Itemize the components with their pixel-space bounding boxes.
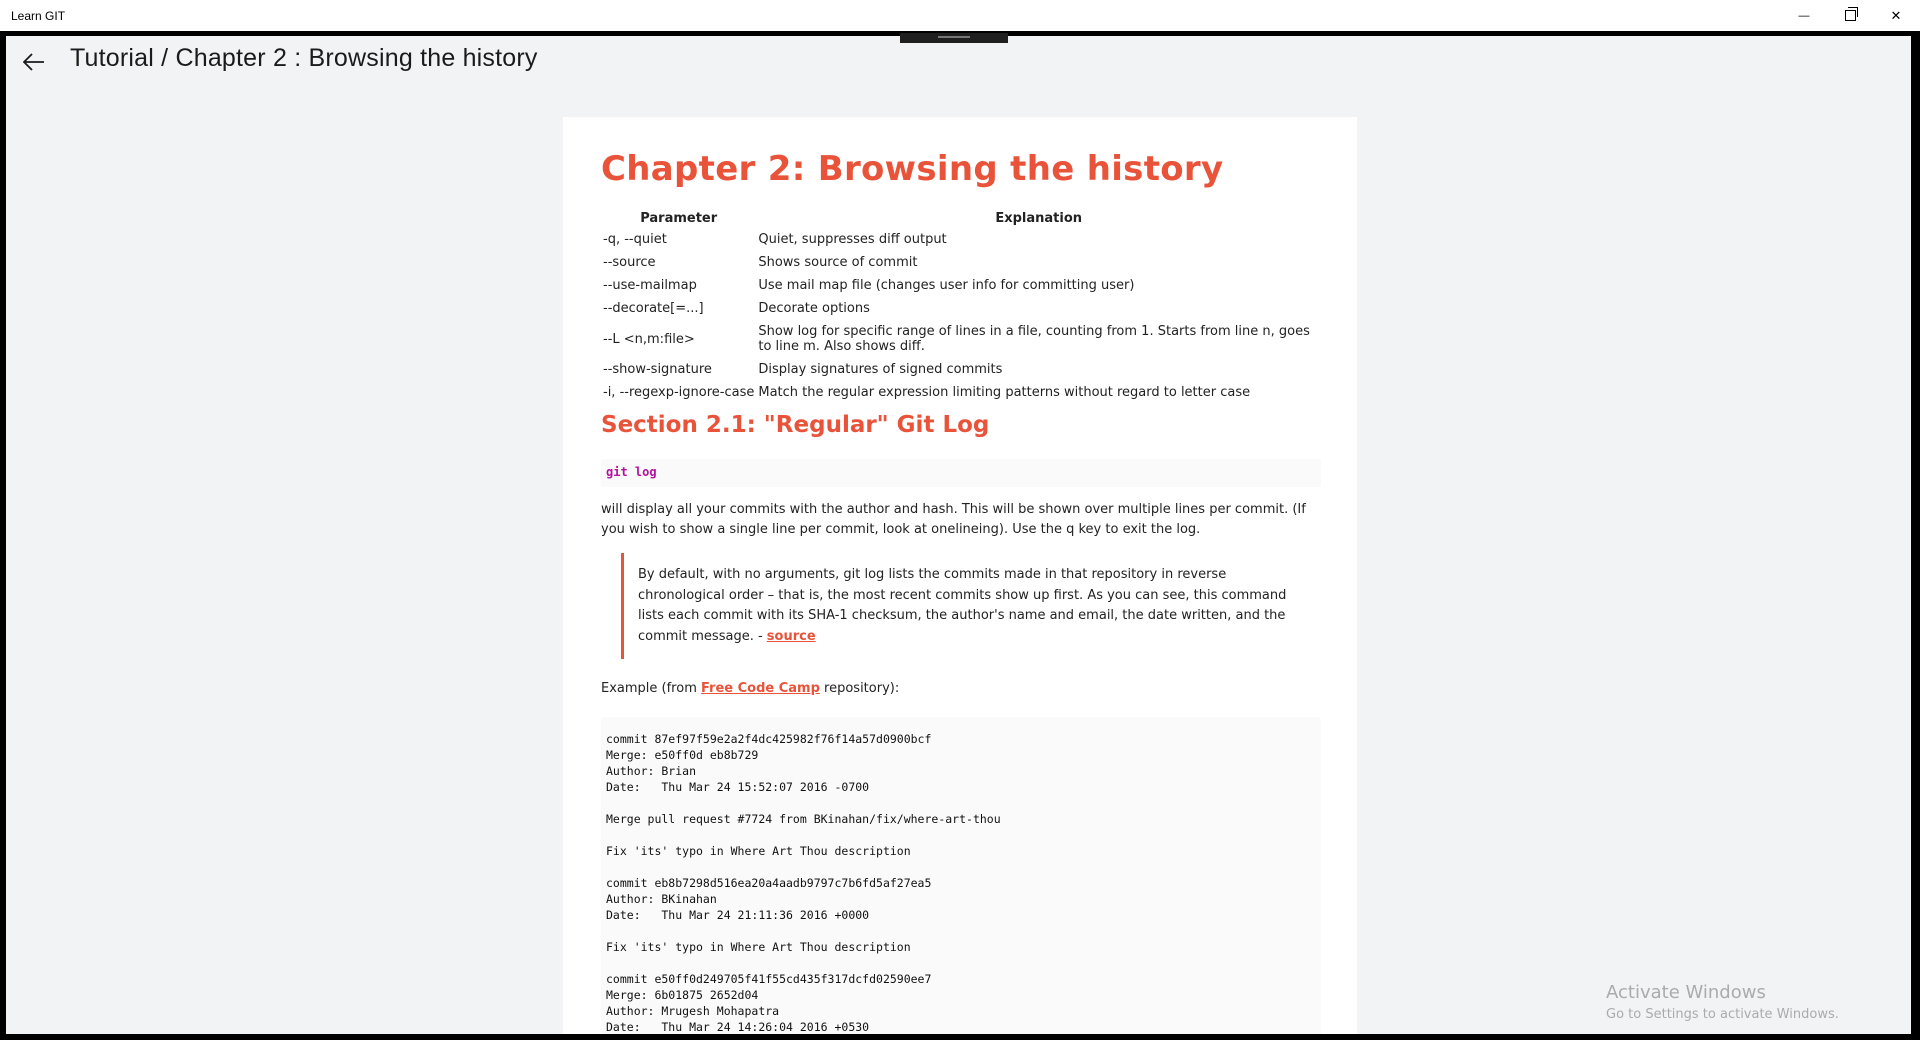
table-header-parameter: Parameter [640, 211, 718, 226]
source-link[interactable]: source [766, 628, 816, 644]
page-title: Tutorial / Chapter 2 : Browsing the history [70, 44, 538, 72]
example-prefix: Example (from [601, 681, 701, 696]
desc-cell: Quiet, suppresses diff output [758, 232, 947, 247]
table-row [601, 274, 1321, 297]
table-row [601, 251, 1321, 274]
paragraph: will display all your commits with the author and hash. This will be shown over multiple lines per commit. (If you wish to show a single line per commit, look at onelineing). Use the q key to exit the log. [601, 502, 1306, 537]
param-cell: --L <n,m:file> [603, 331, 695, 347]
desc-cell: Decorate options [758, 301, 870, 316]
desc-cell: Display signatures of signed commits [758, 362, 1003, 377]
close-button[interactable] [1873, 0, 1919, 31]
restore-icon [1845, 10, 1856, 21]
app-title: Learn GIT [11, 9, 66, 23]
inline-code-text: git log [606, 465, 657, 479]
section-heading: Section 2.1: "Regular" Git Log [601, 412, 990, 438]
inline-code-block [601, 459, 1321, 487]
minimize-icon: — [1798, 9, 1810, 22]
back-arrow-icon [23, 53, 45, 71]
desc-cell: Show log for specific range of lines in a file, counting from 1. Starts from line n, goes to line m. Also shows diff. [758, 324, 1310, 354]
watermark-title: Activate Windows [1606, 982, 1766, 1003]
desc-cell: Shows source of commit [758, 255, 918, 270]
param-cell: -q, --quiet [603, 232, 667, 247]
minimize-button[interactable] [1781, 0, 1827, 31]
back-button[interactable] [16, 44, 52, 80]
watermark-subtitle: Go to Settings to activate Windows. [1606, 1007, 1839, 1022]
close-icon: ✕ [1890, 7, 1902, 23]
table-row [601, 320, 1321, 358]
restore-button[interactable] [1827, 0, 1873, 31]
example-suffix: repository): [819, 681, 900, 696]
tablet-mode-grabber[interactable] [900, 33, 1008, 43]
table-header-explanation: Explanation [995, 211, 1083, 226]
param-cell: --decorate[=...] [603, 301, 704, 316]
code-block [601, 717, 1321, 1034]
code-text: commit 87ef97f59e2a2f4dc425982f76f14a57d0900bcf Merge: e50ff0d eb8b729 Author: Brian Date: Thu Mar 24 15:52:07 2016 -0700 Merge pull request #7724 from BKinahan/fix/where-art-thou Fix 'its' typo in Where Art Thou description commit eb8b7298d516ea20a4aadb9797c7b6fd5af27ea5 Author: BKinahan Date: Thu Mar 24 21:11:36 2016 +0000 Fix 'its' typo in Where Art Thou description commit e50ff0d249705f41f55cd435f317dcfd02590ee7 Merge: 6b01875 2652d04 Author: Mrugesh Mohapatra Date: Thu Mar 24 14:26:04 2016 +0530 [606, 732, 1001, 1034]
param-cell: --show-signature [603, 362, 712, 377]
chapter-heading: Chapter 2: Browsing the history [601, 149, 1224, 189]
param-cell: -i, --regexp-ignore-case [603, 385, 755, 400]
title-bar [0, 0, 1920, 31]
example-paragraph [601, 679, 1321, 699]
param-cell: --source [603, 255, 656, 270]
document-page [563, 117, 1357, 1034]
parameter-table [601, 209, 1321, 404]
activation-watermark [1606, 982, 1839, 1022]
table-row [601, 381, 1321, 404]
table-row [601, 358, 1321, 381]
app-content [6, 36, 1911, 1034]
desc-cell: Match the regular expression limiting patterns without regard to letter case [758, 385, 1251, 400]
desc-cell: Use mail map file (changes user info for committing user) [758, 278, 1135, 293]
param-cell: --use-mailmap [603, 278, 697, 293]
quote-text: By default, with no arguments, git log lists the commits made in that repository in reverse chronological order – that is, the most recent commits show up first. As you can see, this command lists each commit with its SHA-1 checksum, the author's name and email, the date written, and the commit message. - [638, 567, 1287, 644]
blockquote [621, 553, 1298, 659]
table-row [601, 228, 1321, 251]
free-code-camp-link[interactable]: Free Code Camp [701, 681, 820, 696]
table-row [601, 297, 1321, 320]
